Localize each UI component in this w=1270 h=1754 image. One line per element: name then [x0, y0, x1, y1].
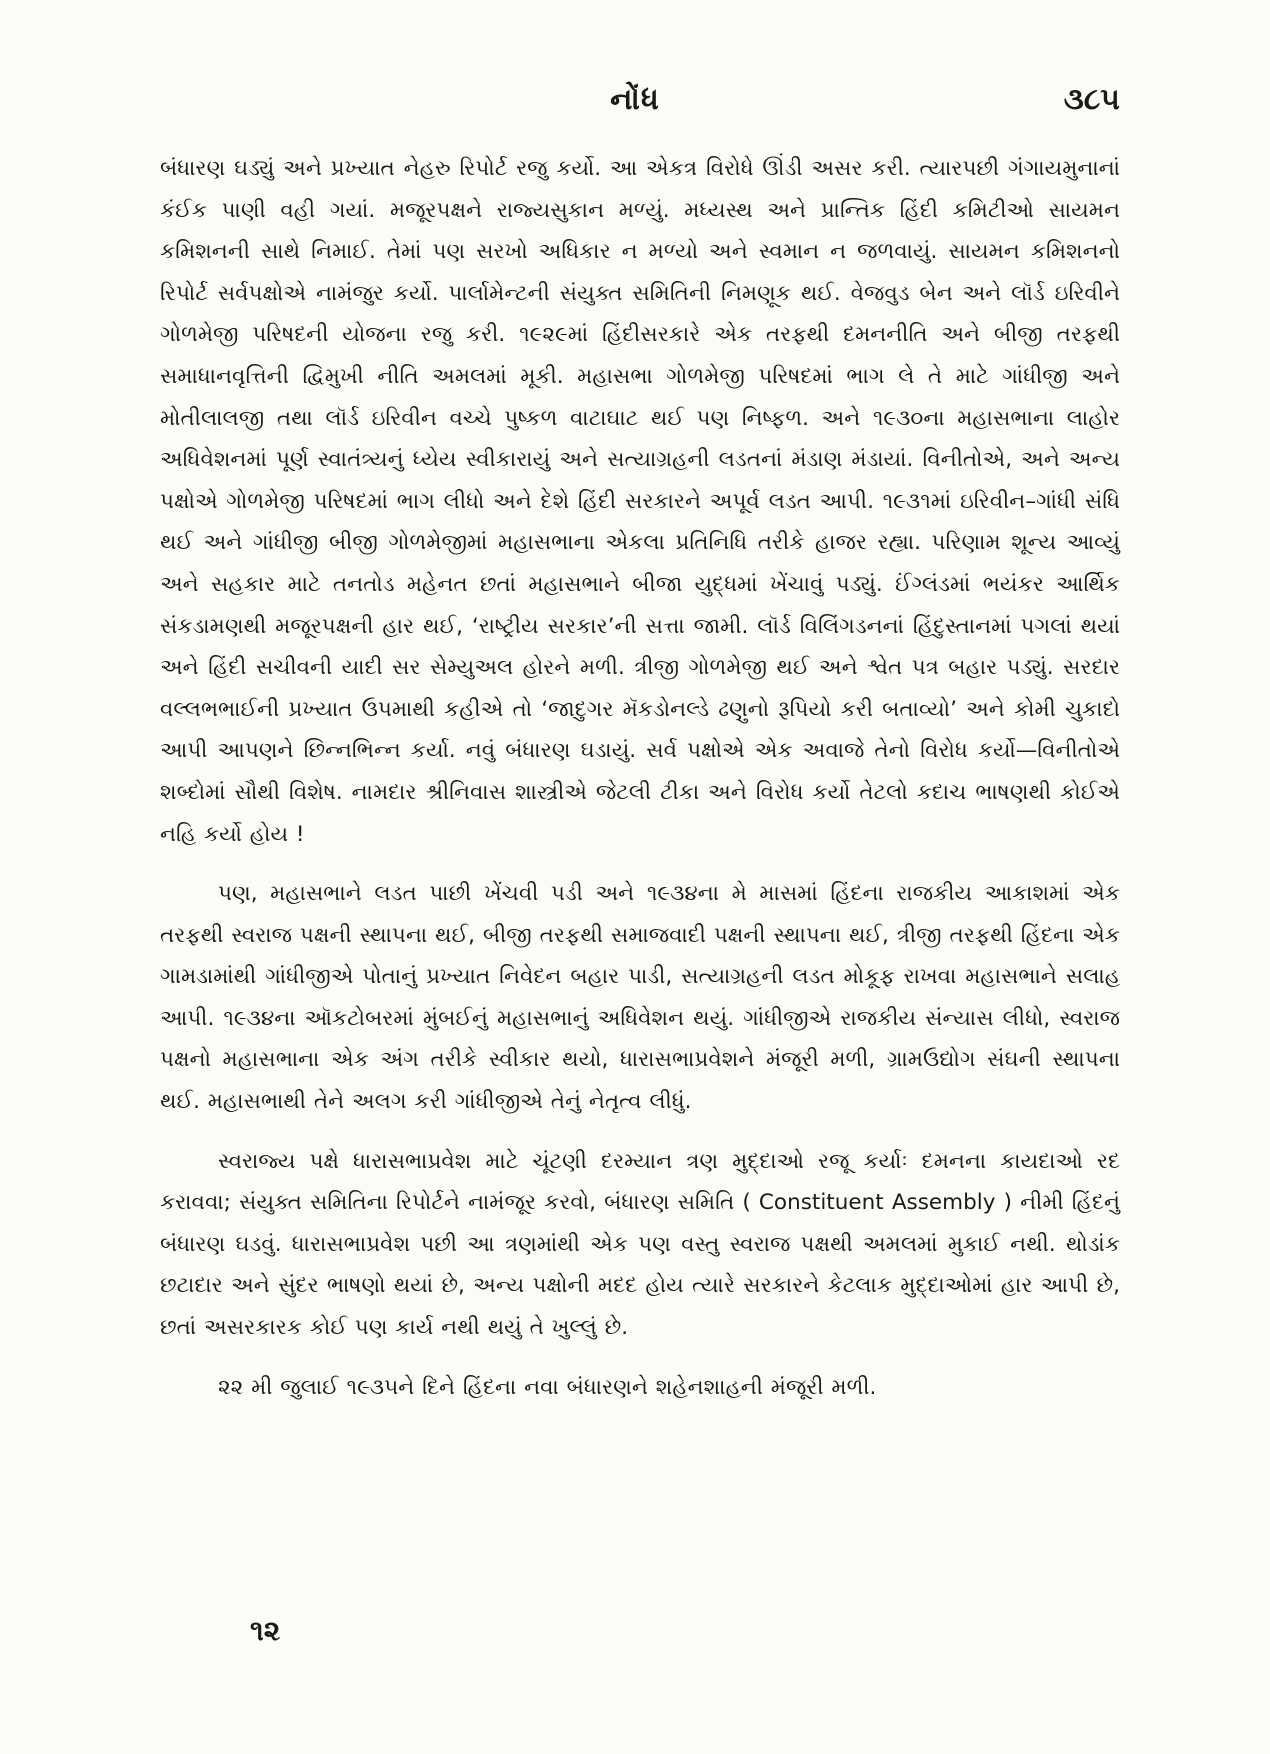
- running-title: નોંધ: [610, 82, 660, 117]
- paragraph-2: પણ, મહાસભાને લડત પાછી ખેંચવી પડી અને ૧૯૩૪ના મે માસમાં હિંદના રાજકીય આકાશમાં એક તરફથી સ્વરાજ પક્ષની સ્થાપના થઈ, બીજી તરફથી સમાજવાદી પક્ષની સ્થાપના થઈ, ત્રીજી તરફથી હિંદના એક ગામડામાંથી ગાંધીજીએ પોતાનું પ્રખ્યાત નિવેદન બહાર પાડી, સત્યાગ્રહની લડત મોકૂફ રાખવા મહાસભાને સલાહ આપી. ૧૯૩૪ના ઑકટોબરમાં મુંબઈનું મહાસભાનું અધિવેશન થયું. ગાંધીજીએ રાજકીય સંન્યાસ લીધો, સ્વરાજ પક્ષનો મહાસભાના એક અંગ તરીકે સ્વીકાર થયો, ધારાસભાપ્રવેશને મંજૂરી મળી, ગ્રામઉદ્યોગ સંઘની સ્થાપના થઈ. મહાસભાથી તેને અલગ કરી ગાંધીજીએ તેનું નેતૃત્વ લીધું.: [160, 881, 1120, 1115]
- running-header: [150, 82, 1120, 132]
- body-text: [160, 148, 1120, 1408]
- page-number: ૩૮૫: [1063, 82, 1120, 117]
- paragraph-3: સ્વરાજ્ય પક્ષે ધારાસભાપ્રવેશ માટે ચૂંટણી દરમ્યાન ત્રણ મુદ્દાઓ રજૂ કર્યાઃ દમનના કાયદાઓ રદ કરાવવા; સંયુક્ત સમિતિના રિપોર્ટને નામંજૂર કરવો, બંધારણ સમિતિ ( Constituent Assembly ) નીમી હિંદનું બંધારણ ઘડવું. ધારાસભાપ્રવેશ પછી આ ત્રણમાંથી એક પણ વસ્તુ સ્વરાજ પક્ષથી અમલમાં મુકાઈ નથી. થોડાંક છટાદાર અને સુંદર ભાષણો થયાં છે, અન્ય પક્ષોની મદદ હોય ત્યારે સરકારને કેટલાક મુદ્દાઓમાં હાર આપી છે, છતાં અસરકારક કોઈ પણ કાર્ય નથી થયું તે ખુલ્લું છે.: [160, 1148, 1120, 1341]
- paragraph-4: ૨૨ મી જુલાઈ ૧૯૩૫ને દિને હિંદના નવા બંધારણને શહેનશાહની મંજૂરી મળી.: [218, 1374, 877, 1400]
- signature-mark: ૧૨: [250, 1614, 281, 1647]
- paragraph-1: બંધારણ ઘડ્યું અને પ્રખ્યાત નેહરુ રિપોર્ટ રજુ કર્યો. આ એકત્ર વિરોધે ઊંડી અસર કરી. ત્યારપછી ગંગાયમુનાનાં કંઈક પાણી વહી ગયાં. મજૂરપક્ષને રાજ્યસુકાન મળ્યું. મધ્યસ્થ અને પ્રાન્તિક હિંદી કમિટીઓ સાયમન કમિશનની સાથે નિમાઈ. તેમાં પણ સરખો અધિકાર ન મળ્યો અને સ્વમાન ન જળવાયું. સાયમન કમિશનનો રિપોર્ટ સર્વપક્ષોએ નામંજુર કર્યો. પાર્લામેન્ટની સંયુક્ત સમિતિની નિમણૂક થઈ. વેજવુડ બેન અને લૉર્ડ ઇરિવીને ગોળમેજી પરિષદની યોજના રજુ કરી. ૧૯૨૯માં હિંદીસરકારે એક તરફથી દમનનીતિ અને બીજી તરફથી સમાધાનવૃત્તિની દ્વિમુખી નીતિ અમલમાં મૂકી. મહાસભા ગોળમેજી પરિષદમાં ભાગ લે તે માટે ગાંધીજી અને મોતીલાલજી તથા લૉર્ડ ઇરિવીન વચ્ચે પુષ્કળ વાટાઘાટ થઈ પણ નિષ્ફળ. અને ૧૯૩૦ના મહાસભાના લાહોર અધિવેશનમાં પૂર્ણ સ્વાતંત્ર્યનું ધ્યેય સ્વીકારાયું અને સત્યાગ્રહની લડતનાં મંડાણ મંડાયાં. વિનીતોએ, અને અન્ય પક્ષોએ ગોળમેજી પરિષદમાં ભાગ લીધો અને દેશે હિંદી સરકારને અપૂર્વ લડત આપી. ૧૯૩૧માં ઇરિવીન–ગાંધી સંધિ થઈ અને ગાંધીજી બીજી ગોળમેજીમાં મહાસભાના એકલા પ્રતિનિધિ તરીકે હાજર રહ્યા. પરિણામ શૂન્ય આવ્યું અને સહકાર માટે તનતોડ મહેનત છતાં મહાસભાને બીજા યુદ્ધમાં ખેંચાવું પડ્યું. ઈંગ્લંડમાં ભયંકર આર્થિક સંકડામણથી મજૂરપક્ષની હાર થઈ, ‘રાષ્ટ્રીય સરકાર’ની સત્તા જામી. લૉર્ડ વિલિંગડનનાં હિંદુસ્તાનમાં પગલાં થયાં અને હિંદી સચીવની યાદી સર સેમ્યુઅલ હોરને મળી. ત્રીજી ગોળમેજી થઈ અને શ્વેત પત્ર બહાર પડ્યું. સરદાર વલ્લભભાઈની પ્રખ્યાત ઉપમાથી કહીએ તો ‘જાદુગર મૅકડોનલ્ડે ઢણુનો રૂપિયો કરી બતાવ્યો’ અને કોમી ચુકાદો આપી આપણને છિન્નભિન્ન કર્યા. નવું બંધારણ ઘડાયું. સર્વ પક્ષોએ એક અવાજે તેનો વિરોધ કર્યો—વિનીતોએ શબ્દોમાં સૌથી વિશેષ. નામદાર શ્રીનિવાસ શાસ્ત્રીએ જેટલી ટીકા અને વિરોધ કર્યો તેટલો કદાચ ભાષણથી કોઈએ નહિ કર્યો હોય !: [160, 156, 1120, 847]
